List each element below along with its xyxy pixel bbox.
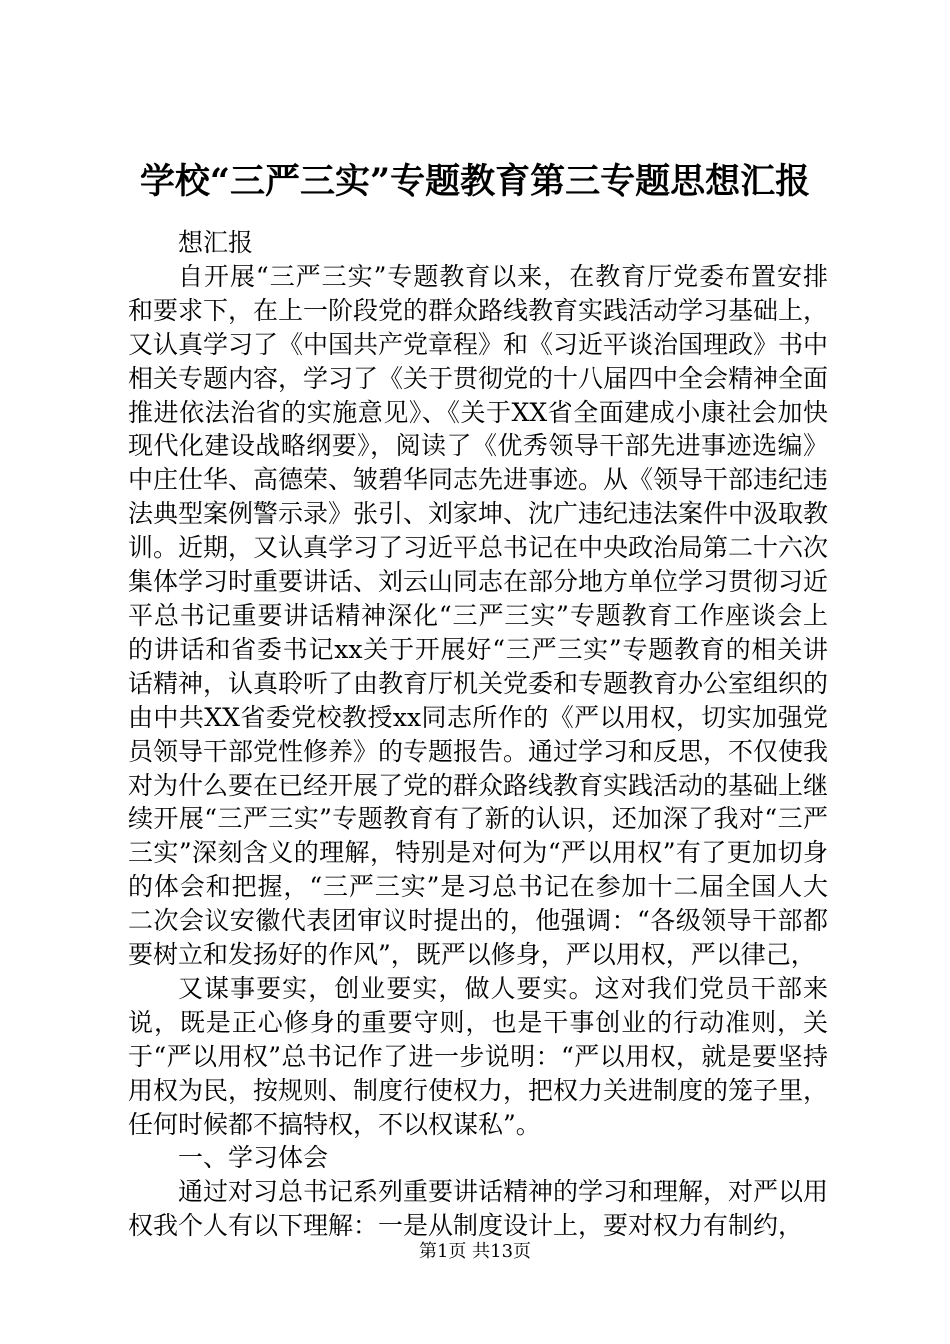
section-heading-study-insights: 一、学习体会 — [178, 1143, 329, 1173]
paragraph-three-stricts-explanation: 又谋事要实，创业要实，做人要实。这对我们党员干部来说，既是正心修身的重要守则，也是干事创业的行动准则，关于“严以用权”总书记作了进一步说明：“严以用权，就是要坚持用权为民，按规则、制度行使权力，把权力关进制度的笼子里，任何时候都不搞特权，不以权谋私”。 — [128, 973, 829, 1139]
page-number-footer: 第1页 共13页 — [418, 1241, 532, 1262]
paragraph-heading-fragment: 想汇报 — [178, 228, 254, 257]
document-body — [128, 226, 828, 1243]
paragraph-understanding: 通过对习总书记系列重要讲话精神的学习和理解，对严以用权我个人有以下理解：一是从制度设计上，要对权力有制约， — [128, 1177, 829, 1241]
paragraph-study-overview: 自开展“三严三实”专题教育以来，在教育厅党委布置安排和要求下，在上一阶段党的群众路线教育实践活动学习基础上，又认真学习了《中国共产党章程》和《习近平谈治国理政》书中相关专题内容，学习了《关于贯彻党的十八届四中全会精神全面推进依法治省的实施意见》、《关于XX省全面建成小康社会加快现代化建设战略纲要》，阅读了《优秀领导干部先进事迹选编》中庄仕华、高德荣、皱碧华同志先进事迹。从《领导干部违纪违法典型案例警示录》张引、刘家坤、沈广违纪违法案件中汲取教训。近期，又认真学习了习近平总书记在中央政治局第二十六次集体学习时重要讲话、刘云山同志在部分地方单位学习贯彻习近平总书记重要讲话精神深化“三严三实”专题教育工作座谈会上的讲话和省委书记xx关于开展好“三严三实”专题教育的相关讲话精神，认真聆听了由教育厅机关党委和专题教育办公室组织的由中共XX省委党校教授xx同志所作的《严以用权，切实加强党员领导干部党性修养》的专题报告。通过学习和反思，不仅使我对为什么要在已经开展了党的群众路线教育实践活动的基础上继续开展“三严三实”专题教育有了新的认识，还加深了我对“三严三实”深刻含义的理解，特别是对何为“严以用权”有了更加切身的体会和把握，“三严三实”是习总书记在参加十二届全国人大二次会议安徽代表团审议时提出的，他强调：“各级领导干部都要树立和发扬好的作风”，既严以修身，严以用权，严以律己， — [128, 261, 829, 970]
document-title: 学校“三严三实”专题教育第三专题思想汇报 — [139, 161, 811, 202]
